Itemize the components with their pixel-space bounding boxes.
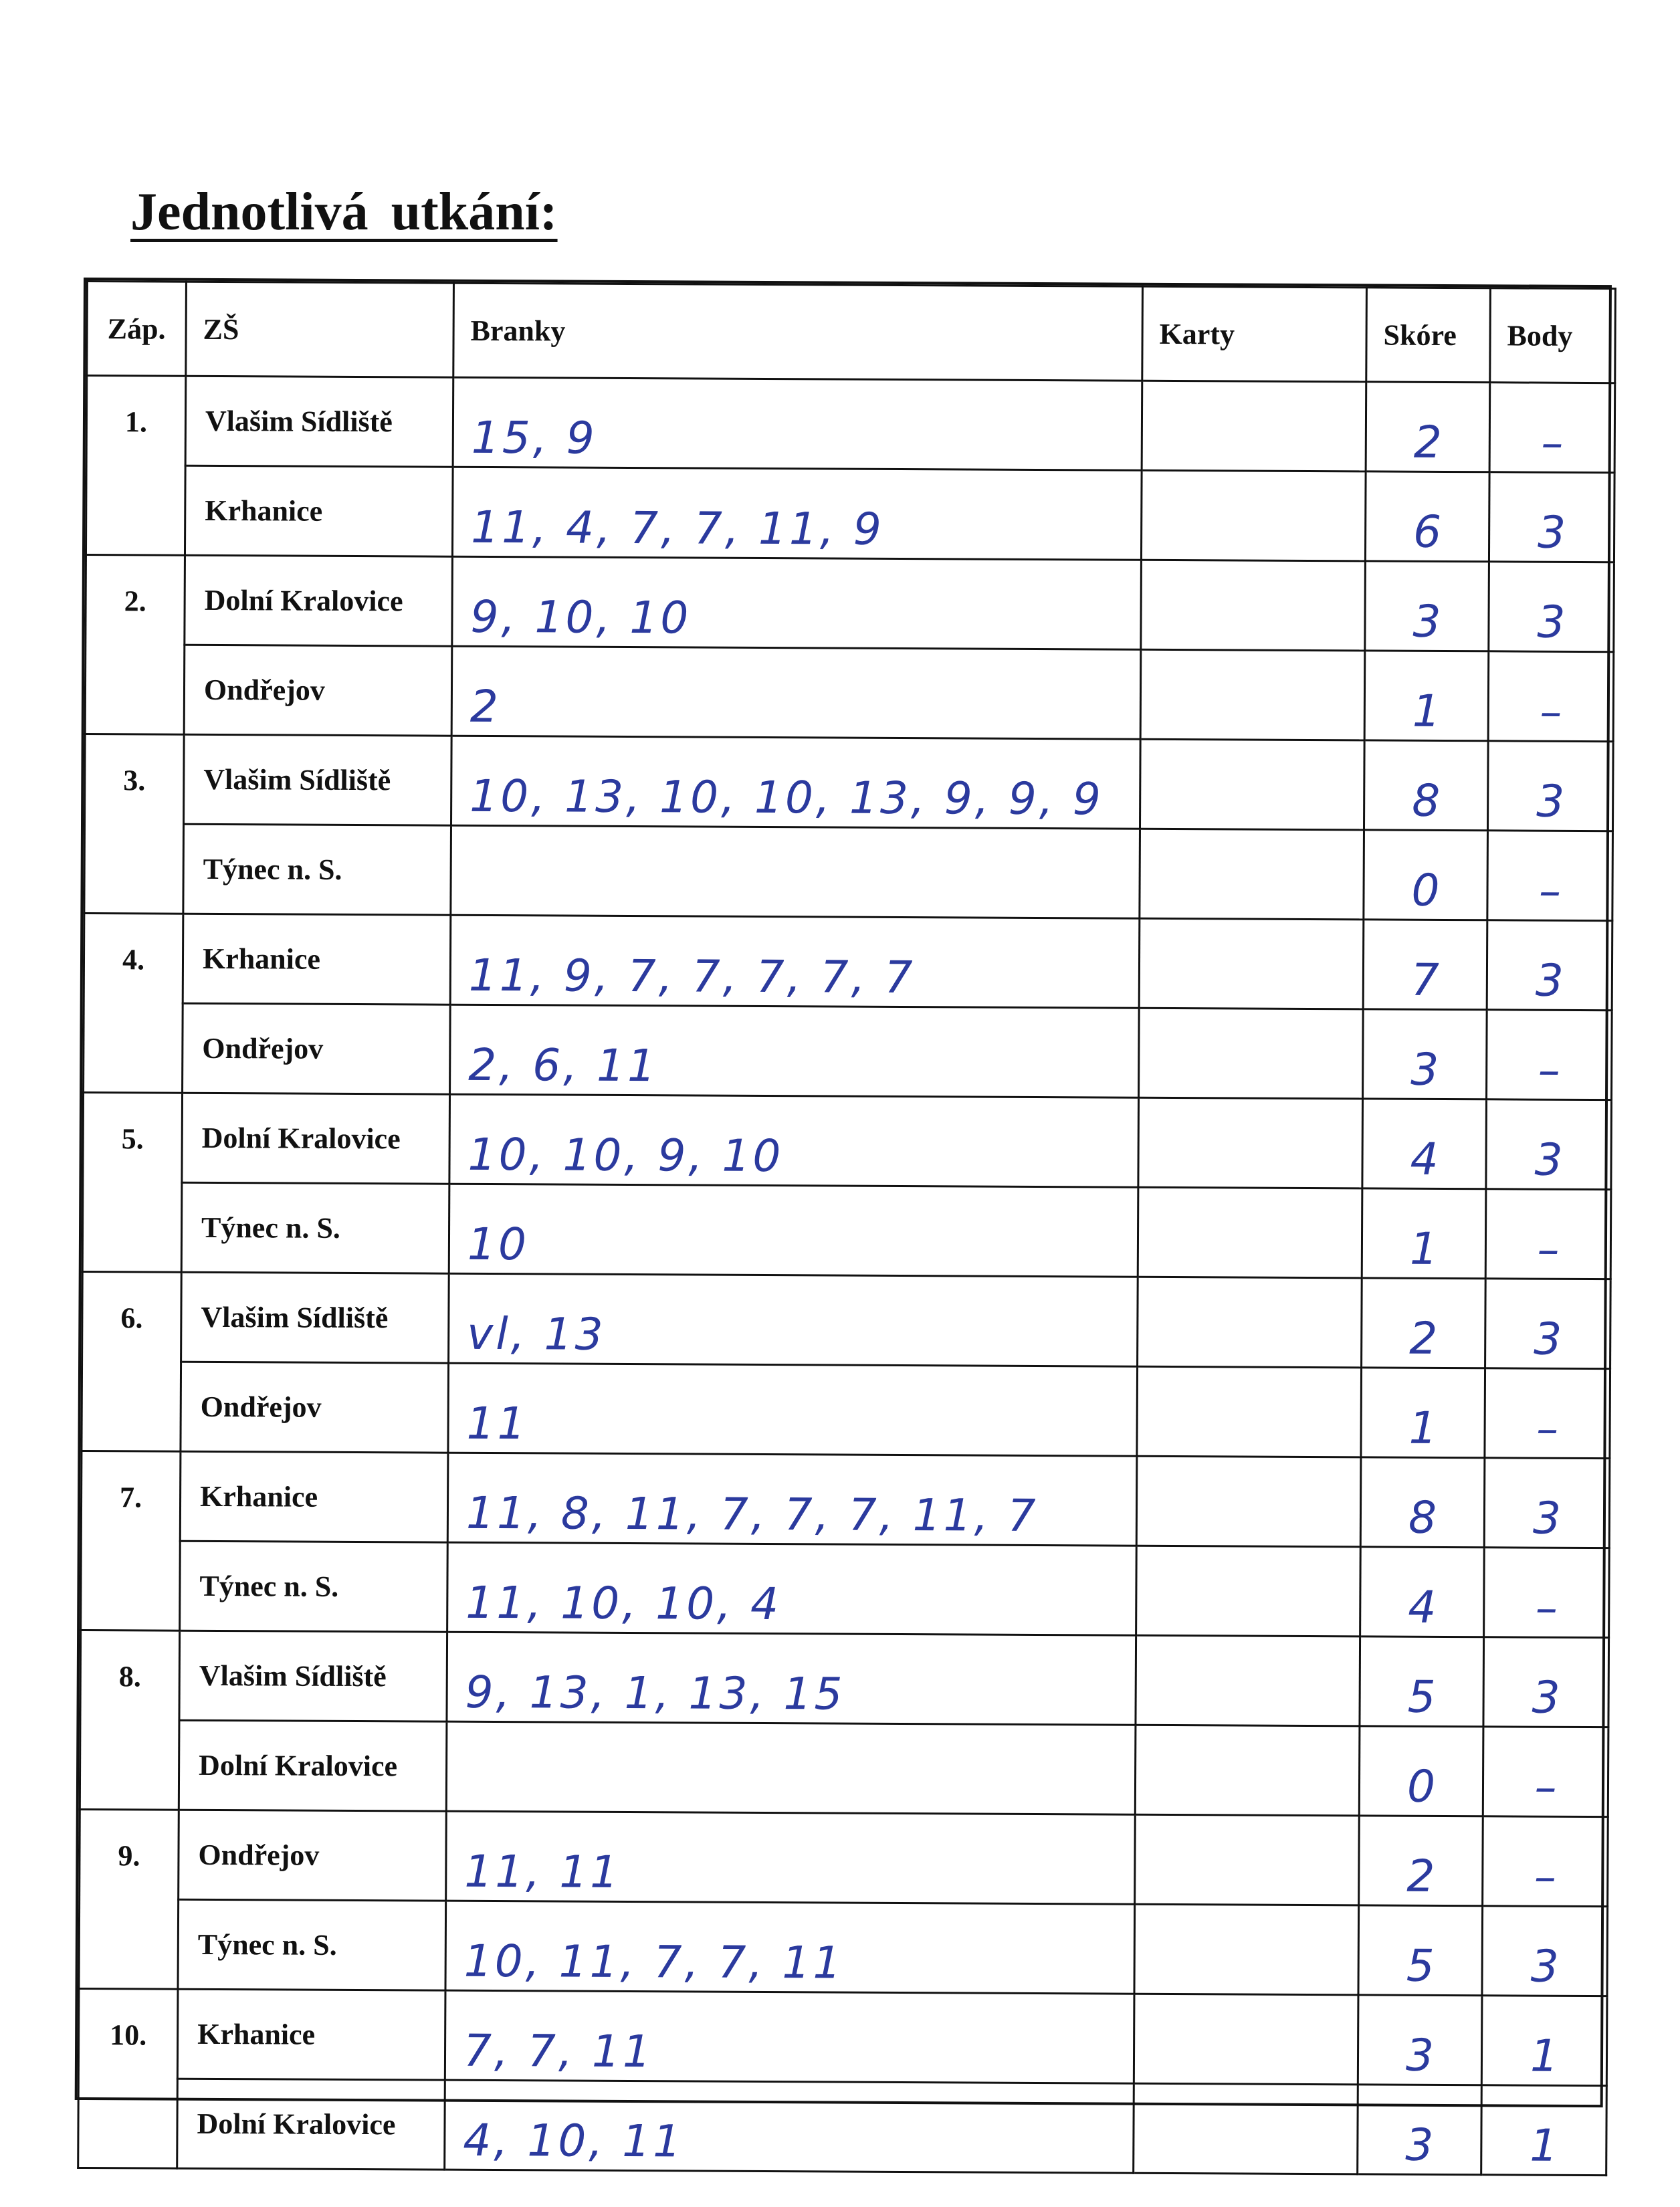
column-header-zs: ZŠ: [186, 282, 454, 377]
goal-times: 10: [449, 1184, 1138, 1277]
goal-times: 11, 11: [446, 1811, 1136, 1904]
table-row: [86, 465, 1614, 562]
match-number: 6.: [82, 1272, 181, 1452]
school-name: Vlašim Sídliště: [179, 1631, 447, 1721]
school-name: Ondřejov: [184, 645, 452, 736]
cards-cell: [1140, 829, 1364, 920]
score-value: 2: [1366, 382, 1490, 472]
points-value: –: [1483, 1816, 1608, 1907]
points-value: 3: [1486, 1099, 1612, 1190]
table-row: [84, 824, 1613, 921]
score-value: 3: [1358, 1995, 1482, 2085]
table-row: [84, 1003, 1612, 1100]
score-value: 3: [1358, 2085, 1482, 2175]
goal-times: 11: [448, 1363, 1138, 1456]
goal-times: 9, 10, 10: [452, 556, 1142, 649]
goal-times: 11, 9, 7, 7, 7, 7, 7: [450, 915, 1140, 1008]
goal-times: 2: [451, 646, 1141, 739]
goal-times: [446, 1721, 1136, 1814]
points-value: –: [1487, 831, 1613, 921]
match-number: 2.: [85, 555, 185, 735]
goal-times: 10, 10, 9, 10: [449, 1094, 1139, 1187]
goal-times: 4, 10, 11: [445, 2080, 1134, 2173]
goal-times: vl, 13: [449, 1273, 1138, 1366]
table-row: [85, 645, 1614, 742]
cards-cell: [1140, 649, 1365, 740]
school-name: Vlašim Sídliště: [184, 734, 452, 825]
table-row: [80, 1720, 1608, 1817]
table-row: [84, 914, 1612, 1011]
goal-times: 11, 8, 11, 7, 7, 7, 11, 7: [447, 1453, 1137, 1546]
table-row: [80, 1631, 1609, 1727]
cards-cell: [1134, 1994, 1358, 2085]
points-value: 1: [1481, 1996, 1607, 2086]
table-row: [82, 1272, 1611, 1369]
points-value: 3: [1485, 1279, 1611, 1369]
score-value: 4: [1362, 1099, 1487, 1189]
table-row: [82, 1362, 1610, 1459]
table-row: [85, 734, 1614, 831]
cards-cell: [1138, 1187, 1362, 1278]
cards-cell: [1136, 1635, 1360, 1726]
column-header-branky: Branky: [453, 283, 1143, 381]
school-name: Týnec n. S.: [180, 1541, 448, 1632]
cards-cell: [1135, 1725, 1360, 1816]
table-row: [78, 2078, 1607, 2175]
table-row: [79, 1899, 1608, 1996]
cards-cell: [1139, 1008, 1364, 1099]
school-name: Týnec n. S.: [183, 824, 451, 915]
results-table: [77, 280, 1616, 2176]
score-value: 2: [1362, 1278, 1486, 1368]
header-row: [87, 282, 1616, 383]
table-row: [80, 1809, 1608, 1906]
cards-cell: [1135, 1814, 1360, 1905]
school-name: Dolní Kralovice: [182, 1093, 450, 1184]
points-value: –: [1483, 1727, 1608, 1817]
goal-times: 10, 13, 10, 10, 13, 9, 9, 9: [451, 736, 1141, 829]
goal-times: 15, 9: [453, 377, 1142, 470]
score-value: 1: [1362, 1188, 1486, 1279]
cards-cell: [1142, 381, 1366, 471]
points-value: 3: [1487, 741, 1613, 831]
points-value: –: [1489, 383, 1615, 473]
goal-times: 9, 13, 1, 13, 15: [447, 1632, 1136, 1725]
table-row: [86, 555, 1614, 652]
score-value: 0: [1364, 830, 1488, 920]
goal-times: 11, 4, 7, 7, 11, 9: [452, 467, 1142, 560]
score-value: 8: [1360, 1457, 1485, 1548]
cards-cell: [1139, 918, 1364, 1009]
points-value: 3: [1482, 1906, 1608, 1996]
score-value: 8: [1364, 740, 1488, 831]
table-row: [81, 1541, 1610, 1638]
column-header-skore: Skóre: [1366, 288, 1491, 383]
score-value: 5: [1360, 1637, 1484, 1727]
match-number: 9.: [79, 1809, 179, 1989]
match-number: 4.: [84, 914, 183, 1093]
school-name: Dolní Kralovice: [179, 1720, 447, 1811]
school-name: Krhanice: [183, 914, 451, 1005]
points-value: –: [1488, 651, 1614, 742]
school-name: Ondřejov: [181, 1362, 449, 1453]
score-value: 3: [1363, 1009, 1487, 1099]
school-name: Dolní Kralovice: [185, 555, 453, 646]
score-value: 7: [1363, 920, 1487, 1010]
points-value: 3: [1483, 1637, 1609, 1727]
school-name: Týnec n. S.: [181, 1182, 449, 1273]
cards-cell: [1136, 1456, 1361, 1547]
score-value: 4: [1360, 1547, 1485, 1637]
match-number: 10.: [78, 1988, 178, 2168]
points-value: 3: [1489, 472, 1614, 562]
cards-cell: [1138, 1277, 1362, 1368]
table-row: [78, 1988, 1607, 2085]
goal-times: 2, 6, 11: [450, 1005, 1140, 1097]
cards-cell: [1138, 1097, 1363, 1188]
column-header-zap: Záp.: [87, 282, 187, 377]
school-name: Vlašim Sídliště: [181, 1272, 449, 1363]
goal-times: 10, 11, 7, 7, 11: [445, 1901, 1135, 1994]
table-row: [83, 1093, 1612, 1190]
score-value: 2: [1359, 1816, 1483, 1906]
school-name: Dolní Kralovice: [177, 2079, 445, 2170]
match-number: 8.: [80, 1631, 179, 1810]
points-value: –: [1485, 1368, 1610, 1459]
goal-times: 11, 10, 10, 4: [447, 1542, 1137, 1635]
goal-times: [451, 825, 1140, 918]
school-name: Týnec n. S.: [178, 1899, 446, 1990]
column-header-karty: Karty: [1142, 286, 1367, 382]
points-value: 3: [1489, 562, 1614, 652]
school-name: Ondřejov: [183, 1003, 451, 1094]
table-row: [82, 1182, 1611, 1279]
match-number: 7.: [81, 1451, 181, 1631]
match-number: 3.: [84, 734, 184, 914]
school-name: Krhanice: [180, 1451, 448, 1542]
cards-cell: [1137, 1366, 1362, 1457]
points-value: 3: [1484, 1458, 1610, 1548]
column-header-body: Body: [1490, 288, 1616, 383]
score-value: 5: [1358, 1905, 1483, 1996]
points-value: –: [1484, 1548, 1610, 1638]
points-value: –: [1487, 1010, 1612, 1100]
match-number: 5.: [82, 1093, 182, 1273]
score-value: 1: [1364, 651, 1489, 741]
results-table-frame: [75, 278, 1612, 2172]
page-title: Jednotlivá utkání:: [130, 183, 558, 241]
cards-cell: [1134, 1904, 1359, 1995]
cards-cell: [1140, 739, 1364, 830]
points-value: 1: [1481, 2085, 1607, 2176]
school-name: Krhanice: [177, 1989, 445, 2080]
school-name: Ondřejov: [179, 1810, 447, 1901]
points-value: –: [1485, 1189, 1611, 1279]
score-value: 1: [1361, 1368, 1485, 1458]
school-name: Vlašim Sídliště: [185, 376, 453, 467]
cards-cell: [1134, 2083, 1358, 2174]
score-value: 0: [1359, 1726, 1483, 1816]
school-name: Krhanice: [185, 465, 453, 556]
score-value: 3: [1365, 561, 1489, 651]
cards-cell: [1141, 560, 1366, 651]
match-number: 1.: [86, 376, 185, 556]
cards-cell: [1141, 470, 1366, 561]
points-value: 3: [1487, 920, 1612, 1011]
table-row: [86, 376, 1615, 473]
score-value: 6: [1365, 471, 1489, 562]
goal-times: 7, 7, 11: [445, 1990, 1134, 2083]
table-row: [81, 1451, 1610, 1548]
cards-cell: [1136, 1546, 1361, 1637]
